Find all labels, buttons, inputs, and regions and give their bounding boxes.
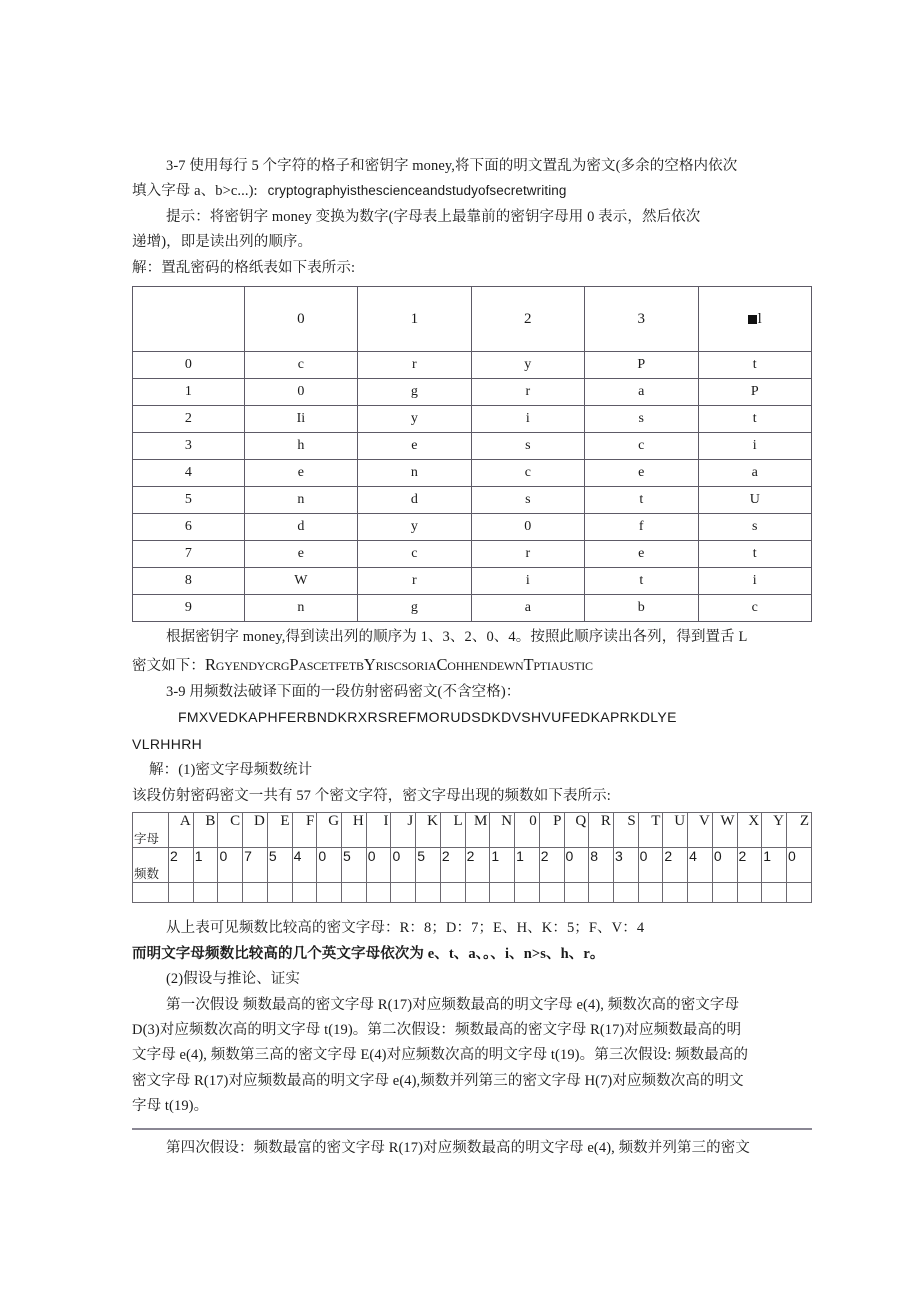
grid-cell: r (358, 568, 471, 595)
frequency-letter-cell: Z (786, 813, 811, 848)
frequency-blank-cell (440, 883, 465, 903)
grid-cipher-rows (133, 352, 812, 622)
grid-cell: n (244, 487, 357, 514)
frequency-letter-cell: V (688, 813, 713, 848)
frequency-blank-cell (133, 883, 169, 903)
frequency-value-cell: 5 (342, 848, 367, 883)
frequency-value-cell: 0 (218, 848, 243, 883)
frequency-letter-cell: Q (564, 813, 589, 848)
frequency-value-cell: 8 (589, 848, 614, 883)
grid-cipher-header-row (133, 287, 812, 352)
frequency-value-cell: 5 (267, 848, 292, 883)
frequency-letter-cell: Y (762, 813, 787, 848)
analysis-body-line4: 密文字母 R(17)对应频数最高的明文字母 e(4),频数并列第三的密文字母 H(7)对应频数次高的明文 (132, 1072, 744, 1089)
grid-cell: a (698, 460, 812, 487)
frequency-letter-cell: X (737, 813, 762, 848)
analysis-body-line2: D(3)对应频数次高的明文字母 t(19)。第二次假设：频数最高的密文字母 R(17)对应频数最高的明 (132, 1021, 742, 1038)
grid-cell: t (698, 406, 812, 433)
ciphertext-line-prefix: 密文如下： (132, 657, 205, 674)
grid-row (133, 514, 812, 541)
solution-part1-text: 该段仿射密码密文一共有 57 个密文字符，密文字母出现的频数如下表所示: (132, 787, 611, 804)
grid-row-label: 2 (133, 406, 245, 433)
frequency-blank-cell (663, 883, 688, 903)
analysis-body-line3: 文字母 e(4), 频数第三高的密文字母 E(4)对应频数次高的明文字母 t(19)。第三次假设: 频数最高的 (132, 1047, 749, 1064)
frequency-value-cell: 2 (465, 848, 490, 883)
grid-cell: s (585, 406, 698, 433)
frequency-letter-cell: I (366, 813, 391, 848)
frequency-value-cell: 0 (391, 848, 416, 883)
grid-header-col-1: 1 (358, 287, 471, 352)
spacer-after-freq-table (132, 903, 812, 917)
problem-3-7-statement-cont (132, 180, 812, 203)
grid-cell: y (358, 406, 471, 433)
grid-cell: b (585, 595, 698, 622)
grid-cell: c (358, 541, 471, 568)
frequency-blank-cell (786, 883, 811, 903)
grid-cell: i (471, 568, 584, 595)
grid-cell: c (471, 460, 584, 487)
frequency-blank-cell (589, 883, 614, 903)
frequency-letter-cell: C (218, 813, 243, 848)
frequency-blank-cell (416, 883, 441, 903)
frequency-letter-cell: K (416, 813, 441, 848)
grid-cell: 0 (471, 514, 584, 541)
grid-row (133, 568, 812, 595)
frequency-value-cell: 2 (169, 848, 194, 883)
grid-row-label: 6 (133, 514, 245, 541)
frequency-value-cell: 0 (366, 848, 391, 883)
frequency-value-cell: 2 (539, 848, 564, 883)
frequency-value-cell: 1 (490, 848, 515, 883)
grid-cell: Ii (244, 406, 357, 433)
grid-row-label: 1 (133, 379, 245, 406)
grid-cell: c (585, 433, 698, 460)
grid-cipher-table (132, 286, 812, 622)
frequency-row-label-letters: 字母 (133, 813, 169, 848)
grid-cell: i (698, 568, 812, 595)
frequency-value-cell: 2 (663, 848, 688, 883)
grid-cell: h (244, 433, 357, 460)
grid-row-label: 8 (133, 568, 245, 595)
grid-row (133, 433, 812, 460)
frequency-blank-cell (292, 883, 317, 903)
frequency-letter-cell: W (712, 813, 737, 848)
grid-cell: s (471, 433, 584, 460)
frequency-letter-cell: G (317, 813, 342, 848)
problem-3-7-statement-line1: 3-7 使用每行 5 个字符的格子和密钥字 money,将下面的明文置乱为密文(多余的空格内依次 (166, 158, 738, 174)
grid-header-col-4 (698, 287, 812, 352)
frequency-value-cell: 1 (762, 848, 787, 883)
problem-3-7-plaintext: cryptographyisthescienceandstudyofsecretwriting (267, 183, 567, 199)
frequency-values-row (133, 848, 812, 883)
analysis-body-line1: 第一次假设 频数最高的密文字母 R(17)对应频数最高的明文字母 e(4), 频数次高的密文字母 (166, 996, 740, 1013)
frequency-letter-cell: F (292, 813, 317, 848)
frequency-value-cell: 0 (564, 848, 589, 883)
frequency-blank-cell (515, 883, 540, 903)
frequency-blank-cell (688, 883, 713, 903)
grid-cell: y (358, 514, 471, 541)
frequency-letter-cell: E (267, 813, 292, 848)
grid-row (133, 406, 812, 433)
grid-cell: e (358, 433, 471, 460)
grid-cell: t (698, 352, 812, 379)
grid-cell: i (471, 406, 584, 433)
frequency-blank-cell (243, 883, 268, 903)
frequency-blank-cell (564, 883, 589, 903)
grid-cell: e (585, 460, 698, 487)
grid-cell: r (471, 379, 584, 406)
problem-3-7-solution-label: 解：置乱密码的格纸表如下表所示: (132, 259, 356, 276)
grid-header-col-0: 0 (244, 287, 357, 352)
frequency-letter-cell: H (342, 813, 367, 848)
problem-3-9-cipher-line1 (132, 706, 812, 730)
high-frequency-summary: 从上表可见频数比较高的密文字母：R：8；D：7；E、H、K：5；F、V：4 (166, 920, 645, 937)
grid-cell: 0 (244, 379, 357, 406)
grid-cell: s (698, 514, 812, 541)
frequency-blank-cell (638, 883, 663, 903)
frequency-table-body (133, 813, 812, 903)
solution-part1-label: 解：(1)密文字母频数统计 (149, 762, 313, 779)
frequency-blank-cell (613, 883, 638, 903)
grid-row-label: 5 (133, 487, 245, 514)
read-order-line: 根据密钥字 money,得到读出列的顺序为 1、3、2、0、4。按照此顺序读出各列，得到置舌 L (166, 629, 748, 646)
frequency-blank-cell (391, 883, 416, 903)
frequency-value-cell: 4 (292, 848, 317, 883)
ciphertext-smallcaps: RgyendycrgPascetfetbYriscsoriaCohhendewnTptiaustic (205, 654, 593, 674)
frequency-blank-cell (342, 883, 367, 903)
grid-cell: P (698, 379, 812, 406)
frequency-letter-cell: L (440, 813, 465, 848)
grid-cell: f (585, 514, 698, 541)
frequency-letter-cell: B (193, 813, 218, 848)
frequency-letter-cell: R (589, 813, 614, 848)
grid-header-col-2: 2 (471, 287, 584, 352)
analysis-footer-paragraph: 第四次假设：频数最富的密文字母 R(17)对应频数最高的明文字母 e(4), 频数并列第三的密文 (166, 1139, 750, 1156)
frequency-letter-cell: N (490, 813, 515, 848)
frequency-blank-cell (267, 883, 292, 903)
frequency-value-cell: 0 (638, 848, 663, 883)
frequency-row-label-freqs: 频数 (133, 848, 169, 883)
frequency-blank-cell (762, 883, 787, 903)
grid-row-label: 7 (133, 541, 245, 568)
grid-row (133, 352, 812, 379)
frequency-letters-row (133, 813, 812, 848)
grid-cell: e (244, 541, 357, 568)
page-footer-separator (132, 1128, 812, 1130)
grid-cell: r (358, 352, 471, 379)
grid-cell: n (244, 595, 357, 622)
frequency-blank-cell (539, 883, 564, 903)
problem-3-7-statement (132, 155, 812, 178)
problem-3-9-statement: 3-9 用频数法破译下面的一段仿射密码密文(不含空格)： (166, 683, 521, 700)
frequency-letter-cell: S (613, 813, 638, 848)
frequency-letter-cell: T (638, 813, 663, 848)
problem-3-7-statement-line2-prefix: 填入字母 a、b>c...): (132, 183, 258, 200)
scan-artifact-box (748, 315, 757, 324)
grid-header-col-3: 3 (585, 287, 698, 352)
frequency-value-cell: 4 (688, 848, 713, 883)
frequency-value-cell: 5 (416, 848, 441, 883)
frequency-value-cell: 2 (440, 848, 465, 883)
frequency-letter-cell: J (391, 813, 416, 848)
grid-cell: g (358, 379, 471, 406)
grid-cell: d (244, 514, 357, 541)
problem-3-9-cipher-line2 (132, 733, 812, 757)
plain-frequency-summary: 而明文字母频数比较高的几个英文字母依次为 e、t、a、。、i、n>s、h、r。 (132, 945, 605, 962)
grid-cell: e (244, 460, 357, 487)
grid-cell: d (358, 487, 471, 514)
frequency-letter-cell: P (539, 813, 564, 848)
frequency-table (132, 812, 812, 903)
grid-cell: t (585, 487, 698, 514)
grid-cell: t (698, 541, 812, 568)
cipher-text-2: VLRHHRH (132, 735, 203, 752)
frequency-blank-cell (193, 883, 218, 903)
analysis-part2-label: (2)假设与推论、证实 (166, 971, 301, 988)
frequency-value-cell: 0 (317, 848, 342, 883)
grid-row-label: 0 (133, 352, 245, 379)
grid-row (133, 487, 812, 514)
grid-cell: c (244, 352, 357, 379)
grid-row-label: 4 (133, 460, 245, 487)
frequency-blank-cell (737, 883, 762, 903)
grid-row-label: 3 (133, 433, 245, 460)
grid-header-col-4-label: l (757, 310, 762, 327)
grid-header-corner (133, 287, 245, 352)
analysis-body-line5: 字母 t(19)。 (132, 1098, 209, 1115)
grid-row (133, 460, 812, 487)
frequency-value-cell: 1 (515, 848, 540, 883)
grid-cell: t (585, 568, 698, 595)
grid-cell: y (471, 352, 584, 379)
frequency-letter-cell: M (465, 813, 490, 848)
frequency-letter-cell: 0 (515, 813, 540, 848)
grid-row (133, 379, 812, 406)
grid-cipher-table-body (133, 287, 812, 352)
cipher-text-1: FMXVEDKAPHFERBNDKRXRSREFMORUDSDKDVSHVUFEDKAPRKDLYE (178, 709, 677, 726)
frequency-value-cell: 1 (193, 848, 218, 883)
grid-row (133, 541, 812, 568)
ciphertext-line (132, 652, 812, 679)
problem-3-7-hint-line2: 递增)，即是读出列的顺序。 (132, 234, 313, 251)
frequency-value-cell: 0 (712, 848, 737, 883)
frequency-blank-cell (712, 883, 737, 903)
grid-cell: n (358, 460, 471, 487)
frequency-value-cell: 3 (613, 848, 638, 883)
grid-cell: P (585, 352, 698, 379)
frequency-blank-cell (169, 883, 194, 903)
grid-cell: c (698, 595, 812, 622)
grid-cell: i (698, 433, 812, 460)
frequency-letter-cell: A (169, 813, 194, 848)
grid-row (133, 595, 812, 622)
grid-cell: W (244, 568, 357, 595)
grid-cell: s (471, 487, 584, 514)
frequency-value-cell: 7 (243, 848, 268, 883)
frequency-letter-cell: U (663, 813, 688, 848)
grid-cell: r (471, 541, 584, 568)
frequency-blank-cell (465, 883, 490, 903)
grid-cell: e (585, 541, 698, 568)
frequency-value-cell: 0 (786, 848, 811, 883)
frequency-value-cell: 2 (737, 848, 762, 883)
grid-cell: g (358, 595, 471, 622)
frequency-blank-row (133, 883, 812, 903)
grid-cell: a (471, 595, 584, 622)
problem-3-7-hint-line1: 提示：将密钥字 money 变换为数字(字母表上最靠前的密钥字母用 0 表示，然后依次 (166, 208, 701, 225)
grid-cell: U (698, 487, 812, 514)
frequency-blank-cell (490, 883, 515, 903)
grid-row-label: 9 (133, 595, 245, 622)
frequency-blank-cell (366, 883, 391, 903)
frequency-blank-cell (218, 883, 243, 903)
frequency-blank-cell (317, 883, 342, 903)
grid-cell: a (585, 379, 698, 406)
frequency-letter-cell: D (243, 813, 268, 848)
